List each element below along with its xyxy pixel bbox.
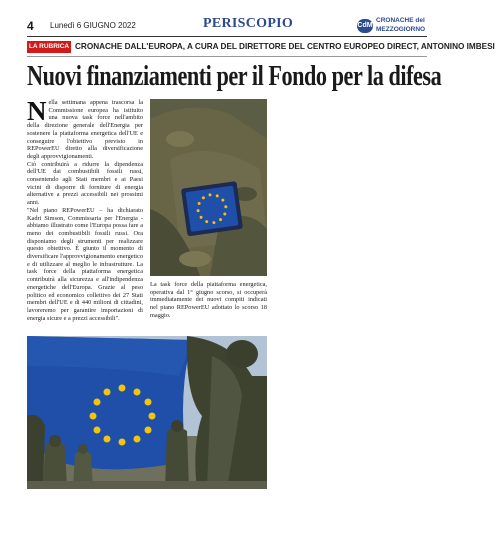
article-headline: Nuovi finanziamenti per il Fondo per la difesa [27,61,442,92]
body-paragraph: ella settimana appena trascorsa la Commissione europea ha istituito una nuova task force nell'ambito della direzione generale dell'Energia per sostenere la piattaforma energetica dell'UE e conseguire l'obiettivo previsto in REPowerEU diretto alla diversificazione degli approvvigionamenti. [27,99,143,160]
soldiers-eu-flag-photo [27,336,267,489]
page-number: 4 [27,19,34,33]
logo-line-2: MEZZOGIORNO [376,26,426,33]
soldier-eu-patch-photo [150,99,267,276]
drop-cap: N [27,96,47,126]
body-paragraph: "Nel piano REPowerEU – ha dichiarato Kadri Simson, Commissaria per l'Energia - abbiamo illustrato come l'Europa possa fare a meno dei combustibili fossili russi. Ora disponiamo degli strumenti per realizzare questo obiettivo. È giunto il momento di diversificare l'approvvigionamento energetico e di utilizzare al meglio le infrastrutture. La task force della piattaforma energetica contribuirà alla sicurezza e all'indipendenza energetiche dell'Europa. Grazie al peso politico ed economico collettivo dei 27 Stati membri dell'UE e di 440 milioni di cittadini, lavoreremo per garantire importazioni di energia sicure e a prezzi accessibili". [27,206,143,322]
logo-badge-icon: CdM [357,19,373,33]
soldiers-eu-flag-illustration [27,336,267,489]
soldier-eu-patch-illustration [150,99,267,276]
newspaper-logo [357,17,427,37]
section-title: PERISCOPIO [203,16,294,31]
header-divider [27,36,427,37]
body-paragraph: La task force della piattaforma energetica, operativa dal 1° giugno scorso, si occuperà immediatamente dei nuovi compiti indicati nel piano REPowerEU adottato lo scorso 18 maggio. [150,281,267,319]
article-second-column [150,281,267,320]
body-paragraph: Ciò contribuirà a ridurre la dipendenza dell'UE dai combustibili fossili russi, consentendo agli Stati membri e ai Paesi vicini di disporre di forniture di energia alternative a prezzi accessibili nei prossimi anni. [27,160,143,207]
issue-date: Lunedì 6 GIUGNO 2022 [50,21,136,30]
kicker-divider [27,56,427,57]
rubric-kicker: CRONACHE DALL'EUROPA, A CURA DEL DIRETTORE DEL CENTRO EUROPEO DIRECT, ANTONINO IMBESI [75,42,495,51]
rubric-badge: LA RUBRICA [27,41,71,53]
logo-line-1: CRONACHE del [376,17,425,24]
article-body-column [27,96,143,344]
